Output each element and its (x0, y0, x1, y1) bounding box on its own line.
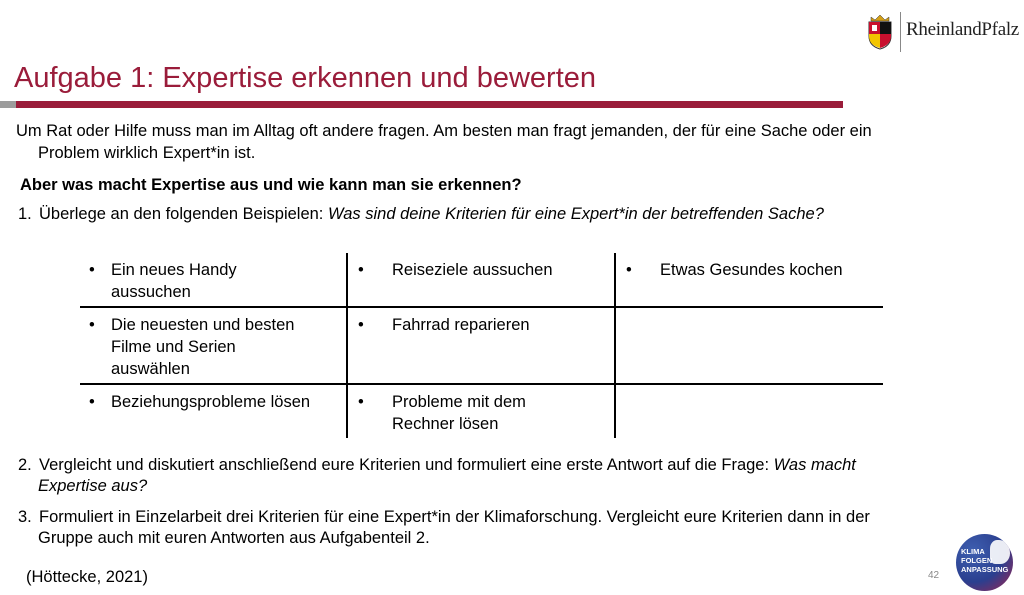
citation: (Höttecke, 2021) (26, 568, 148, 586)
task-1-text: Überlege an den folgenden Beispielen: (39, 205, 328, 223)
table-row-divider (80, 306, 883, 308)
task-3-number: 3. (18, 508, 32, 526)
bullet: • (89, 261, 95, 279)
bullet: • (89, 393, 95, 411)
page-title: Aufgabe 1: Expertise erkennen und bewerten (14, 62, 597, 94)
bullet: • (89, 316, 95, 334)
task-2 (18, 455, 856, 476)
page-number: 42 (928, 570, 940, 581)
task-3 (18, 507, 870, 528)
badge-line-2: FOLGEN (961, 556, 993, 565)
title-underline (16, 101, 843, 108)
task-2-number: 2. (18, 456, 32, 474)
table-col-divider (346, 253, 348, 438)
task-3-line-2: Gruppe auch mit euren Antworten aus Aufgabenteil 2. (38, 529, 430, 547)
task-3-text: Formuliert in Einzelarbeit drei Kriterien für eine Expert*in der Klimaforschung. Vergleicht eure Kriterien dann in der (39, 508, 870, 526)
example-travel: Reiseziele aussuchen (392, 261, 553, 279)
task-1 (18, 204, 824, 225)
table-col-divider (614, 253, 616, 438)
bullet: • (626, 261, 632, 279)
logo-divider (900, 12, 901, 52)
intro-line-2: Problem wirklich Expert*in ist. (38, 144, 256, 162)
intro-line-1: Um Rat oder Hilfe muss man im Alltag oft andere fragen. Am besten man fragt jemanden, der für eine Sache oder ein (16, 122, 872, 140)
badge-line-3: ANPASSUNG (961, 565, 1009, 574)
title-underline-grey (0, 101, 16, 108)
badge-line-1: KLIMA (961, 547, 985, 556)
task-1-question: Was sind deine Kriterien für eine Expert*in der betreffenden Sache? (327, 205, 824, 223)
klima-folgen-anpassung-logo (956, 534, 1013, 591)
key-question: Aber was macht Expertise aus und wie kann man sie erkennen? (20, 176, 522, 194)
task-2-line-2 (38, 476, 147, 497)
bullet: • (358, 316, 364, 334)
badge-text (961, 547, 1008, 574)
example-cooking: Etwas Gesundes kochen (660, 261, 843, 279)
task-2-question-b: Expertise aus? (38, 477, 148, 495)
task-2-text: Vergleicht und diskutiert anschließend eure Kriterien und formuliert eine erste Antwort auf die Frage: (39, 456, 774, 474)
task-1-number: 1. (18, 205, 32, 223)
bullet: • (358, 393, 364, 411)
example-computer: Probleme mit dem Rechner lösen (392, 393, 526, 433)
example-films: Die neuesten und besten Filme und Serien auswählen (111, 316, 295, 378)
example-relationship: Beziehungsprobleme lösen (111, 393, 311, 411)
example-bike: Fahrrad reparieren (392, 316, 530, 334)
coat-of-arms-icon (866, 14, 894, 50)
task-2-question-a: Was macht (773, 456, 856, 474)
logo-text: RheinlandPfalz (906, 19, 1019, 40)
state-logo (866, 10, 1019, 56)
example-new-phone: Ein neues Handy aussuchen (111, 261, 237, 301)
table-row-divider (80, 383, 883, 385)
bullet: • (358, 261, 364, 279)
